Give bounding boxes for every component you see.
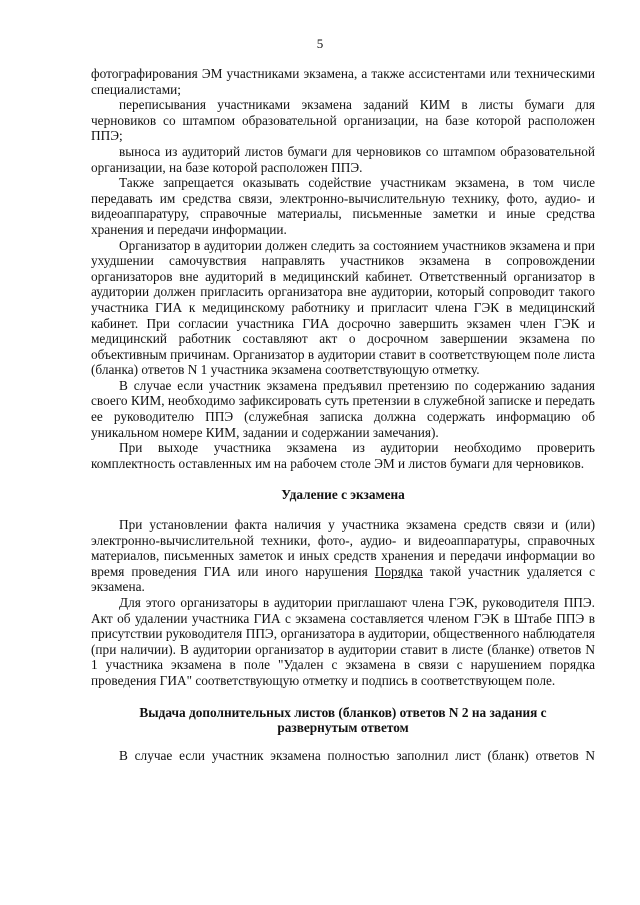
document-body bbox=[91, 66, 595, 763]
paragraph: переписывания участниками экзамена заданий КИМ в листы бумаги для черновиков со штампом образовательной организации, на базе которой расположен ППЭ; bbox=[91, 97, 595, 144]
page-number: 5 bbox=[316, 36, 324, 51]
paragraph-last: В случае если участник экзамена полностью заполнил лист (бланк) ответов N bbox=[119, 747, 595, 763]
poryadok-link[interactable]: Порядка bbox=[374, 563, 423, 579]
paragraph: выноса из аудиторий листов бумаги для черновиков со штампом образовательной организации, на базе которой расположен ППЭ. bbox=[91, 143, 595, 175]
paragraph: Организатор в аудитории должен следить за состоянием участников экзамена и при ухудшении самочувствия направлять участников экзамена в сопровождении организаторов вне аудиторий в медицинский кабинет. Ответственный организатор в аудитории должен пригласить организатора вне аудитории, который сопроводит такого участника ГИА к медицинскому работнику и пригласит члена ГЭК в медицинский кабинет. При согласии участника ГИА досрочно завершить экзамен член ГЭК и медицинский работник составляют акт о досрочном завершении экзамена по объективным причинам. Организатор в аудитории ставит в соответствующем поле листа (бланка) ответов N 1 участника экзамена соответствующую отметку. bbox=[91, 237, 595, 378]
text-span: такой участник удаляется с экзамена. bbox=[91, 563, 595, 595]
heading-line: развернутым ответом bbox=[277, 720, 409, 736]
paragraph: В случае если участник экзамена предъявил претензию по содержанию задания своего КИМ, необходимо зафиксировать суть претензии в служебной записке и передать ее руководителю ППЭ (служебная записка должна содержать информацию об уникальном номере КИМ, задании и содержании замечания). bbox=[91, 377, 595, 440]
section-heading-extra-sheets bbox=[91, 705, 595, 736]
paragraph: При выходе участника экзамена из аудитории необходимо проверить комплектность оставленных им на рабочем столе ЭМ и листов бумаги для черновиков. bbox=[91, 440, 595, 471]
paragraph-removal-1 bbox=[91, 517, 595, 595]
heading-line: Выдача дополнительных листов (бланков) ответов N 2 на задания с bbox=[139, 704, 547, 720]
paragraph: фотографирования ЭМ участниками экзамена, а также ассистентами или техническими специалистами; bbox=[91, 66, 595, 97]
text-span: При установлении факта наличия у участника экзамена средств связи и (или) электронно-вычислительной техники, фото-, аудио- и видеоаппаратуры, справочных материалов, письменных заметок и иных средств хранения и передачи информации во время проведения ГИА или иного нарушения bbox=[91, 517, 595, 579]
section-heading-removal: Удаление с экзамена bbox=[281, 487, 405, 503]
paragraph: Также запрещается оказывать содействие участникам экзамена, в том числе передавать им средства связи, электронно-вычислительную технику, фото, аудио- и видеоаппаратуру, справочные материалы, письменные заметки и иные средства хранения и передачи информации. bbox=[91, 175, 595, 237]
paragraph-removal-2: Для этого организаторы в аудитории приглашают члена ГЭК, руководителя ППЭ. Акт об удалении участника ГИА с экзамена составляется членом ГЭК в Штабе ППЭ в присутствии руководителя ППЭ, организатора в аудитории, общественного наблюдателя (при наличии). В аудитории организатор в аудитории ставит в листе (бланке) ответов N 1 участника экзамена в поле "Удален с экзамена в связи с нарушением порядка проведения ГИА" соответствующую отметку и подпись в соответствующем поле. bbox=[91, 595, 595, 688]
